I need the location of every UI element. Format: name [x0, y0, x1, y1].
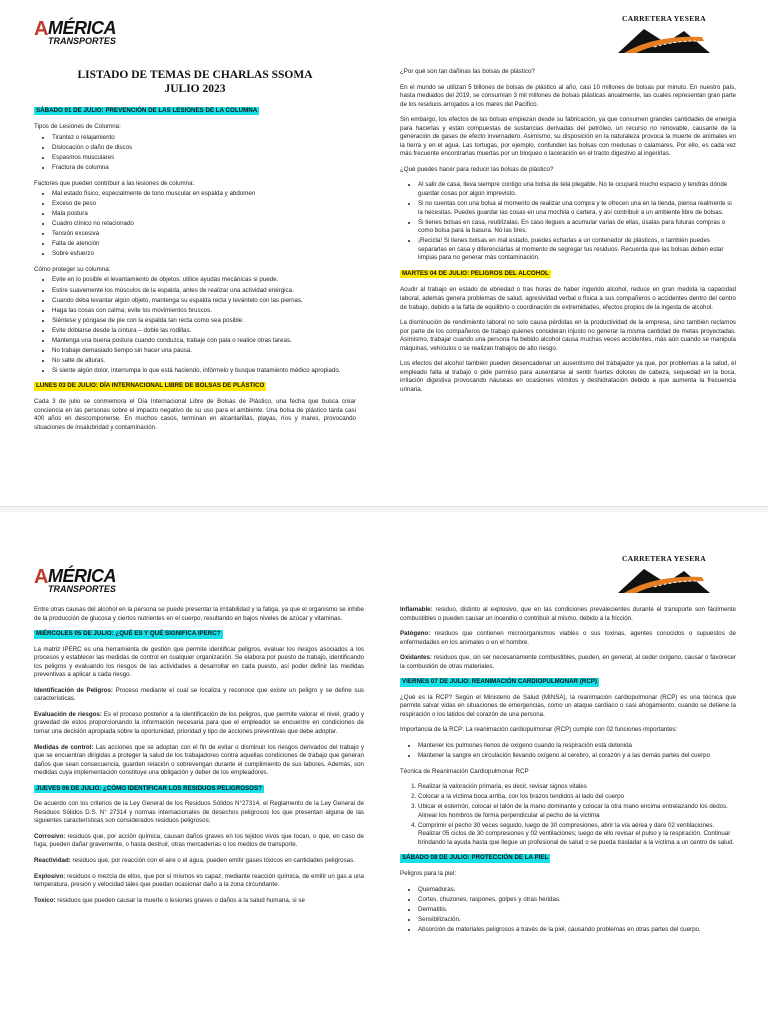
title-line-2: JULIO 2023 [164, 83, 226, 96]
list-item: • Estire suavemente los músculos de la espalda, antes de realizar una actividad enérgica. [52, 287, 356, 296]
list-item: • Dislocación o daño de discos [52, 144, 356, 153]
patogeno-text: residuos que contienen microorganismos viables o sus toxinas, agentes conocidos o supuestos de enfermedades en los animales o en el hombre. [400, 630, 736, 646]
heading-thu-06: JUEVES 06 DE JULIO: ¿CÓMO IDENTIFICAR LOS RESIDUOS PELIGROSOS? [36, 784, 262, 792]
explosivo-text: residuos o mezcla de ellos, que por sí mismos es capaz, mediante reacción química, de emitir un gas a una temperatura, presión y velocidad tales que puedan ocasionar daño a la zona circundante. [34, 872, 364, 889]
what-list [418, 181, 736, 262]
tipos-list [52, 134, 356, 173]
list-item: • Si no cuentas con una bolsa al momento de realizar una compra y te ofrecen una en la tienda, piensa realmente si la necesitas. Puedes guardar las cosas en una mochila o cartera, y así contribuir a un ambiente libre de bolsas. [418, 200, 736, 217]
what-question: ¿Qué puedes hacer para reducir las bolsas de plástico? [400, 165, 554, 173]
oxidantes-paragraph [400, 654, 736, 671]
logo-carretera-bottom: HUANCA [662, 49, 688, 55]
proteger-list [52, 276, 356, 375]
logo-america-a: A [34, 18, 48, 40]
sat08-list [418, 886, 736, 935]
heading-tue-04: MARTES 04 DE JULIO: PELIGROS DEL ALCOHOL [402, 269, 549, 277]
logo-america-a-2: A [34, 566, 48, 588]
reactividad-paragraph [34, 857, 364, 866]
list-item: • Mantener la sangre en circulación llevando oxígeno al cerebro, al corazón y a las demás partes del cuerpo [418, 752, 736, 761]
list-item: • Quemaduras. [418, 886, 736, 895]
list-item: 2. Colocar a la víctima boca arriba, con los brazos tendidos al lado del cuerpo [418, 793, 736, 802]
list-item: • Evite doblarse desde la cintura – doble las rodillas. [52, 327, 356, 336]
list-item: 4. Comprimir el pecho 30 veces seguido, luego de 30 compresiones, abrir la vía aérea y dare 02 ventilaciones. Realizar 05 ciclos de 30 compresiones y 02 ventilaciones; luego de ello revisar el pulso y la respiración. Continuar brindando la ayuda hasta que llegue un profesional de salud o se pueda trasladar a la víctima a un centro de salud. [418, 822, 736, 848]
heading-mon-03: LUNES 03 DE JULIO: DÍA INTERNACIONAL LIBRE DE BOLSAS DE PLÁSTICO [36, 382, 265, 390]
corrosivo-paragraph [34, 833, 364, 850]
fri07-technique: Técnica de Reanimación Cardiopulmonar RCP [400, 767, 529, 775]
logo-america-text: MÉRICA [48, 18, 116, 38]
list-item: • No salte de alturas. [52, 357, 356, 366]
page1-right-column [400, 68, 736, 401]
america-transportes-logo [34, 14, 124, 46]
heading-wed-05: MIÉRCOLES 05 DE JULIO: ¿QUÉ ES Y QUÉ SIGNIFICA IPERC? [36, 630, 221, 638]
carretera-yesera-logo [614, 14, 714, 58]
wed05-text-2: Proceso mediante el cual se localiza y reconoce que existe un peligro y se define sus características. [34, 686, 364, 703]
list-item: • Sensibilización. [418, 916, 736, 925]
logo-america-text-2: MÉRICA [48, 566, 116, 586]
proteger-intro: Cómo proteger su columna: [34, 265, 111, 273]
list-item: • Si siente algún dolor, interrumpa lo que está haciendo, infórmelo y busque tratamiento médico apropiado. [52, 367, 356, 376]
tue04-paragraph-3: Los efectos del alcohol también pueden desencadenar un ausentismo del trabajador ya que, por problemas a la salud, el empleado falta al trabajo o pide permiso para ausentarse al sentir fuertes dolores de cabeza, sequedad en la boca, irritación digestiva provocando náuseas en ocasiones vómitos y deshidratación debido a que aumenta la frecuencia urinaria. [400, 360, 736, 393]
wed05-paragraph-2 [34, 687, 364, 704]
list-item: • Siéntese y póngase de pie con la espalda tan recta como sea posible. [52, 317, 356, 326]
thu06-paragraph-1: De acuerdo con los criterios de la Ley General de los Residuos Sólidos N°27314, el Reglamento de la Ley General de Residuos Sólidos D.S. N° 27314 y normas internacionales de desechos peligrosos los que presentan alguna de las siguientes características son considerados residuos peligrosos: [34, 800, 364, 825]
page2-right-column [400, 606, 736, 941]
reactividad-term: Reactividad: [34, 857, 71, 865]
list-item: • Exceso de peso [52, 200, 356, 209]
toxico-term: Toxico: [34, 896, 56, 904]
list-item: • Falta de atención [52, 240, 356, 249]
sat08-intro: Peligros para la piel: [400, 870, 457, 878]
explosivo-paragraph [34, 873, 364, 890]
logo-america-sub-2: TRANSPORTES [48, 584, 116, 594]
list-item: • Absorción de materiales peligrosos a través de la piel, causando problemas en otras partes del cuerpo. [418, 926, 736, 935]
list-item: • No trabaje demasiado tiempo sin hacer una pausa. [52, 347, 356, 356]
document-title [34, 68, 356, 97]
page2-left-column [34, 606, 364, 912]
inflamable-text: residuo, distinto al explosivo, que en las condiciones prevalecientes durante el transporte son fácilmente combustibles o pueden causar un incendio o contribuir al mismo, debido a la fricción. [400, 606, 736, 622]
list-item: • Sobre esfuerzo [52, 250, 356, 259]
page1-left-column [34, 68, 356, 439]
alcohol-intro-paragraph: Entre otras causas del alcohol en la persona se puede presentar la irritabilidad y la fatiga, ya que el organismo se inhibe de la producción de glucosa y ciertos nutrientes en el cuerpo, resultando en bajos niveles de azúcar y vitaminas. [34, 606, 364, 622]
fri07-list [418, 742, 736, 761]
toxico-paragraph [34, 897, 364, 906]
oxidantes-term: Oxidantes: [400, 654, 432, 662]
list-item: 1. Realizar la valoración primaria, es decir, revisar signos vitales [418, 783, 736, 792]
list-item: • Cortes, chuzones, raspones, golpes y otras heridas. [418, 896, 736, 905]
wed05-paragraph-4 [34, 744, 364, 778]
list-item: • ¡Recicla! Si tienes bolsas en mal estado, puedes echarlas a un contenedor de plásticos, o también puedes separarlas en casa y diferenciarlas al momento de segregar tus residuos. Recuerda que las bolsas deben estar limpias para no generar más contaminación. [418, 237, 736, 263]
factores-intro: Factores que pueden contribuir a las lesiones de columna: [34, 179, 195, 187]
oxidantes-text: residuos que, sin ser necesariamente combustibles, pueden, en general, al ceder oxígeno, causar o favorecer la combustión de otras materiales. [400, 654, 736, 670]
list-item: • Mal estado físico, especialmente de tono muscular en espalda y abdomen [52, 190, 356, 199]
title-line-1: LISTADO DE TEMAS DE CHARLAS SSOMA [77, 69, 313, 81]
tipos-intro: Tipos de Lesiones de Columna: [34, 123, 121, 131]
logo-carretera-bottom-2: HUANCA [662, 589, 688, 595]
wed05-text-3: Es el proceso posterior a la identificación de los peligros, que permite valorar el nivel, grado y gravedad de estos proporcionando la información necesaria para que el empleador se encuentre en condiciones de tomar una decisión apropiada sobre la oportunidad, prioridad y tipo de acciones preventivas que debe adoptar. [34, 710, 364, 736]
inflamable-paragraph [400, 606, 736, 623]
list-item: • Mala postura [52, 210, 356, 219]
toxico-text: residuos que pueden causar la muerte o lesiones graves o daños a la salud humana, si se [57, 896, 305, 904]
wed05-term-2: Identificación de Peligros: [34, 686, 113, 694]
carretera-yesera-logo-2 [614, 554, 714, 598]
list-item: • Espasmos musculares [52, 154, 356, 163]
why-paragraph-1: En el mundo se utilizan 5 billones de bolsas de plástico al año, casi 10 millones de bolsas por minuto. En nuestro país, hasta mediados del 2019, se consumían 3 mil millones de bolsas plásticas anualmente, las cuales representan gran parte de los residuos arrojados a los mares del Pacífico. [400, 83, 736, 108]
corrosivo-text: residuos que, por acción química, causan daños graves en los tejidos vivos que tocan, o que, en caso de fuga, pueden dañar gravemente, o hasta destruir, otras mercaderías o los medios de transporte. [34, 832, 364, 849]
why-question: ¿Por qué son tan dañinas las bolsas de plástico? [400, 68, 535, 75]
list-item: • Dermatitis. [418, 906, 736, 915]
list-item: • Mantenga una buena postura cuando conduzca, trabaje con pala o realice otras tareas. [52, 337, 356, 346]
america-transportes-logo-2 [34, 562, 124, 594]
list-item: • Tensión excesiva [52, 230, 356, 239]
heading-sat-08: SÁBADO 08 DE JULIO: PROTECCIÓN DE LA PIEL [402, 854, 549, 862]
list-item: • Mantener los pulmones llenos de oxígeno cuando la respiración está detenida [418, 742, 736, 751]
tue04-paragraph-1: Acudir al trabajo en estado de ebriedad o tras horas de haber ingerido alcohol, reduce en gran medida la capacidad laboral, además genera problemas de salud, agresividad verbal o física a sus compañeros o accidentes dentro del centro de trabajo, debido a la falta de equilibrio o coordinación de extremidades, efectos propios de la ingesta de alcohol. [400, 286, 736, 311]
wed05-text-4: Las acciones que se adoptan con el fin de evitar o disminuir los riesgos derivados del trabajo y que se encuentran dirigidas a proteger la salud de los trabajadores contra aquellas condiciones de trabajo que generan daños que sean consecuencia, guarden relación o sobrevengan durante el cumplimiento de sus labores. Además, son medidas cuya implementación constituye una obligación y deber de los empleadores. [34, 743, 364, 777]
wed05-term-3: Evaluación de riesgos: [34, 710, 102, 718]
fri07-paragraph-2: Importancia de la RCP: La reanimación cardiopulmonar (RCP) cumple con 02 funciones importantes: [400, 726, 678, 734]
list-item: • Cuando deba levantar algún objeto, mantenga su espalda recta y levántelo con las piernas. [52, 297, 356, 306]
list-item: • Al salir de casa, lleva siempre contigo una bolsa de tela plegable. No te ocupará mucho espacio y tendrás dónde guardar cosas por algún imprevisto. [418, 181, 736, 198]
logo-america-sub: TRANSPORTES [48, 36, 116, 46]
list-item: • Haga las cosas con calma; evite los movimientos bruscos. [52, 307, 356, 316]
logo-carretera-top: CARRETERA YESERA [622, 14, 706, 23]
why-paragraph-2: Sin embargo, los efectos de las bolsas empiezan desde su fabricación, ya que consumen grandes cantidades de energía para hacerlas y están compuestas de sustancias derivadas del petróleo, un recurso no renovable, causante de la generación de gases de efecto invernadero. Asimismo, su disposición en la naturaleza provoca la muerte de animales en la tierra y en el agua. Las tortugas, por ejemplo, confunden las bolsas con medusas o calamares. Por ello, es cada vez más frecuente encontrarlas muertas por un bloqueo o laceración en el tracto digestivo al ingerirlas. [400, 116, 736, 158]
patogeno-term: Patógeno: [400, 630, 431, 638]
fri07-steps [418, 783, 736, 847]
tue04-paragraph-2: La disminución de rendimiento laboral no solo causa pérdidas en la productividad de la empresa, sino también reclamos por parte de los compañeros de trabajo quienes consideran injusto no generar la misma cantidad de metas proyectadas. Asimismo, trabajar cuando una persona ha bebido alcohol causa muchas veces accidentes, más aún cuando se manipula máquinas, vehículos o se realizan trabajos de alto riesgo. [400, 319, 736, 352]
list-item: • Si tienes bolsas en casa, reutilízalas. En caso llegues a acumular varias de ellas, úsalas para futuras compras o como bolsa para la basura. No las tires. [418, 219, 736, 236]
list-item: • Evite en lo posible el levantamiento de objetos: utilice ayudas mecánicas si puede. [52, 276, 356, 285]
logo-carretera-top-2: CARRETERA YESERA [622, 554, 706, 563]
document-page-2 [0, 512, 768, 1024]
heading-sat-01: SÁBADO 01 DE JULIO: PREVENCIÓN DE LAS LESIONES DE LA COLUMNA [36, 106, 258, 114]
wed05-paragraph-1: La matriz IPERC es una herramienta de gestión que permite identificar peligros, evaluar los riesgos asociados a los procesos y establecer las medidas de control en cualquier organización. Se elabora por puesto de trabajo, identificando los peligros y evaluando los riesgos de las actividades a desarrollar en cada puesto, así poder definir las medidas preventivas a aplicar a cada riesgo. [34, 645, 364, 679]
reactividad-text: residuos que, por reacción con el aire o el agua, pueden emitir gases tóxicos en cantidades peligrosas. [72, 857, 355, 865]
factores-list [52, 190, 356, 259]
wed05-term-4: Medidas de control: [34, 743, 94, 751]
corrosivo-term: Corrosivo: [34, 832, 66, 840]
inflamable-term: Inflamable: [400, 606, 433, 613]
list-item: • Tirantez o relajamiento [52, 134, 356, 143]
wed05-paragraph-3 [34, 711, 364, 737]
patogeno-paragraph [400, 630, 736, 647]
list-item: • Cuadro clínico no relacionado [52, 220, 356, 229]
fri07-paragraph-1: ¿Qué es la RCP? Según el Ministerio de Salud (MINSA), la reanimación cardiopulmonar (RCP) es una técnica que permite salvar vidas en situaciones de emergencias, como un ataque cardiaco o casi ahogamiento, cuando se detiene la respiración o los latidos del corazón de una persona. [400, 693, 736, 718]
list-item: 3. Ubicar el esternón, colocar el talón de la mano dominante y colocar la otra mano encima entrelazando los dedos. Alinear los hombros de forma perpendicular al pecho de la víctima [418, 803, 736, 820]
heading-fri-07: VIERNES 07 DE JULIO: REANIMACIÓN CARDIOPULMONAR (RCP) [402, 678, 597, 686]
explosivo-term: Explosivo: [34, 872, 66, 880]
mon03-paragraph: Cada 3 de julio se conmemora el Día Internacional Libre de Bolsas de Plástico, una fecha que busca crear conciencia en las personas sobre el impacto negativo de su uso para el ambiente. Una bolsa de plástico tarda casi 400 años en descomponerse. En muchos casos, terminan en alcantarillas, playas, ríos y mares, provocando situaciones de insalubridad y contaminación. [34, 397, 356, 431]
list-item: • Fractura de columna [52, 164, 356, 173]
